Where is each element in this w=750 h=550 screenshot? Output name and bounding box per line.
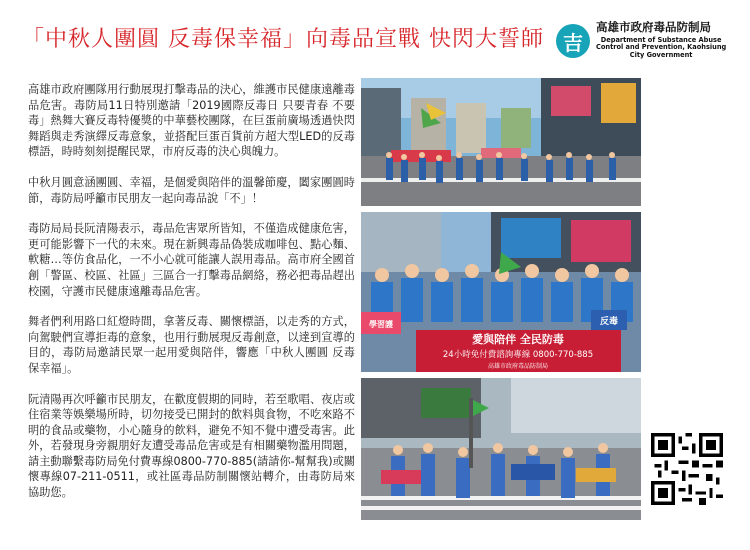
street-parade-photo <box>361 78 641 206</box>
qr-code-icon <box>651 433 723 505</box>
sign-left: 學習護 <box>369 320 393 329</box>
agency-name-en-line2: Control and Prevention, Kaohsiung <box>596 43 727 52</box>
group-photo <box>361 212 641 372</box>
article-paragraph: 舞者們利用路口紅燈時間，拿著反毒、關懷標語，以走秀的方式，向駕駛們宣導拒毒的意象，也用行動展現反毒創意，以達到宣導的目的，毒防局邀請民眾一起用愛與陪伴，響應「中秋人團圓 反毒保幸福」。 <box>28 315 355 375</box>
agency-name-en-line1: Department of Substance Abuse <box>600 35 722 44</box>
agency-logo <box>556 20 736 62</box>
article-paragraph: 中秋月圓意涵團圓、幸福，是個愛與陪伴的溫馨節慶，闔家團圓時節，毒防局呼籲市民朋友一起向毒品說「不」！ <box>28 175 355 205</box>
page-title: 「中秋人團圓 反毒保幸福」向毒品宣戰 快閃大誓師 <box>22 27 544 52</box>
article-paragraph: 阮清陽再次呼籲市民朋友，在歡度假期的同時，若至歌唱、夜店或住宿業等娛樂場所時，切勿接受已開封的飲料與食物，不吃來路不明的食品或藥物，小心隨身的飲料，避免不知不覺中遭受毒害。此外，若發現身旁親朋好友遭受毒品危害或是有相關藥物濫用問題，請主動聯繫毒防局免付費專線0800-770-885(請請你-幫幫我)或關懷專線07-211-0511，或社區毒品防制關懷站轉介，由毒防局來協助您。 <box>28 392 355 500</box>
article-paragraph: 毒防局局長阮清陽表示，毒品危害眾所皆知，不僅造成健康危害，更可能影響下一代的未來。現在新興毒品偽裝成咖啡包、點心麵、軟糖…等仿食品化，一不小心就可能讓人誤用毒品。高市府全國首創「警區、校區、社區」三區合一打擊毒品網絡，務必把毒品趕出校園，守護市民健康遠離毒品危害。 <box>28 222 355 298</box>
jiang-emblem-icon: 吉 <box>556 24 590 58</box>
agency-name-en <box>596 37 726 60</box>
sign-right: 反毒 <box>599 317 619 327</box>
article-paragraph: 高雄市政府團隊用行動展現打擊毒品的決心，維護市民健康遠離毒品危害。毒防局11日特別邀請「2019國際反毒日 只要青春 不要毒」熱舞大賽反毒特優獎的中華藝校團隊，在巨蛋前廣場透過快閃舞蹈與走秀演繹反毒意象，並搭配巨蛋百貨前方超大型LED的反毒標語，時時刻刻提醒民眾，市府反毒的決心與魄力。 <box>28 83 355 159</box>
agency-name-zh: 高雄市政府毒品防制局 <box>596 20 711 35</box>
banner-agency: 高雄市政府毒品防制局 <box>487 363 549 370</box>
article-body <box>28 82 355 516</box>
agency-name-en-line3: City Government <box>629 51 693 60</box>
crosswalk-parade-photo <box>361 378 641 520</box>
logo-text <box>596 22 726 59</box>
banner-slogan: 愛與陪伴 全民防毒 <box>472 333 564 346</box>
banner-hotline: 24小時免付費諮詢專線 0800-770-885 <box>442 350 594 360</box>
